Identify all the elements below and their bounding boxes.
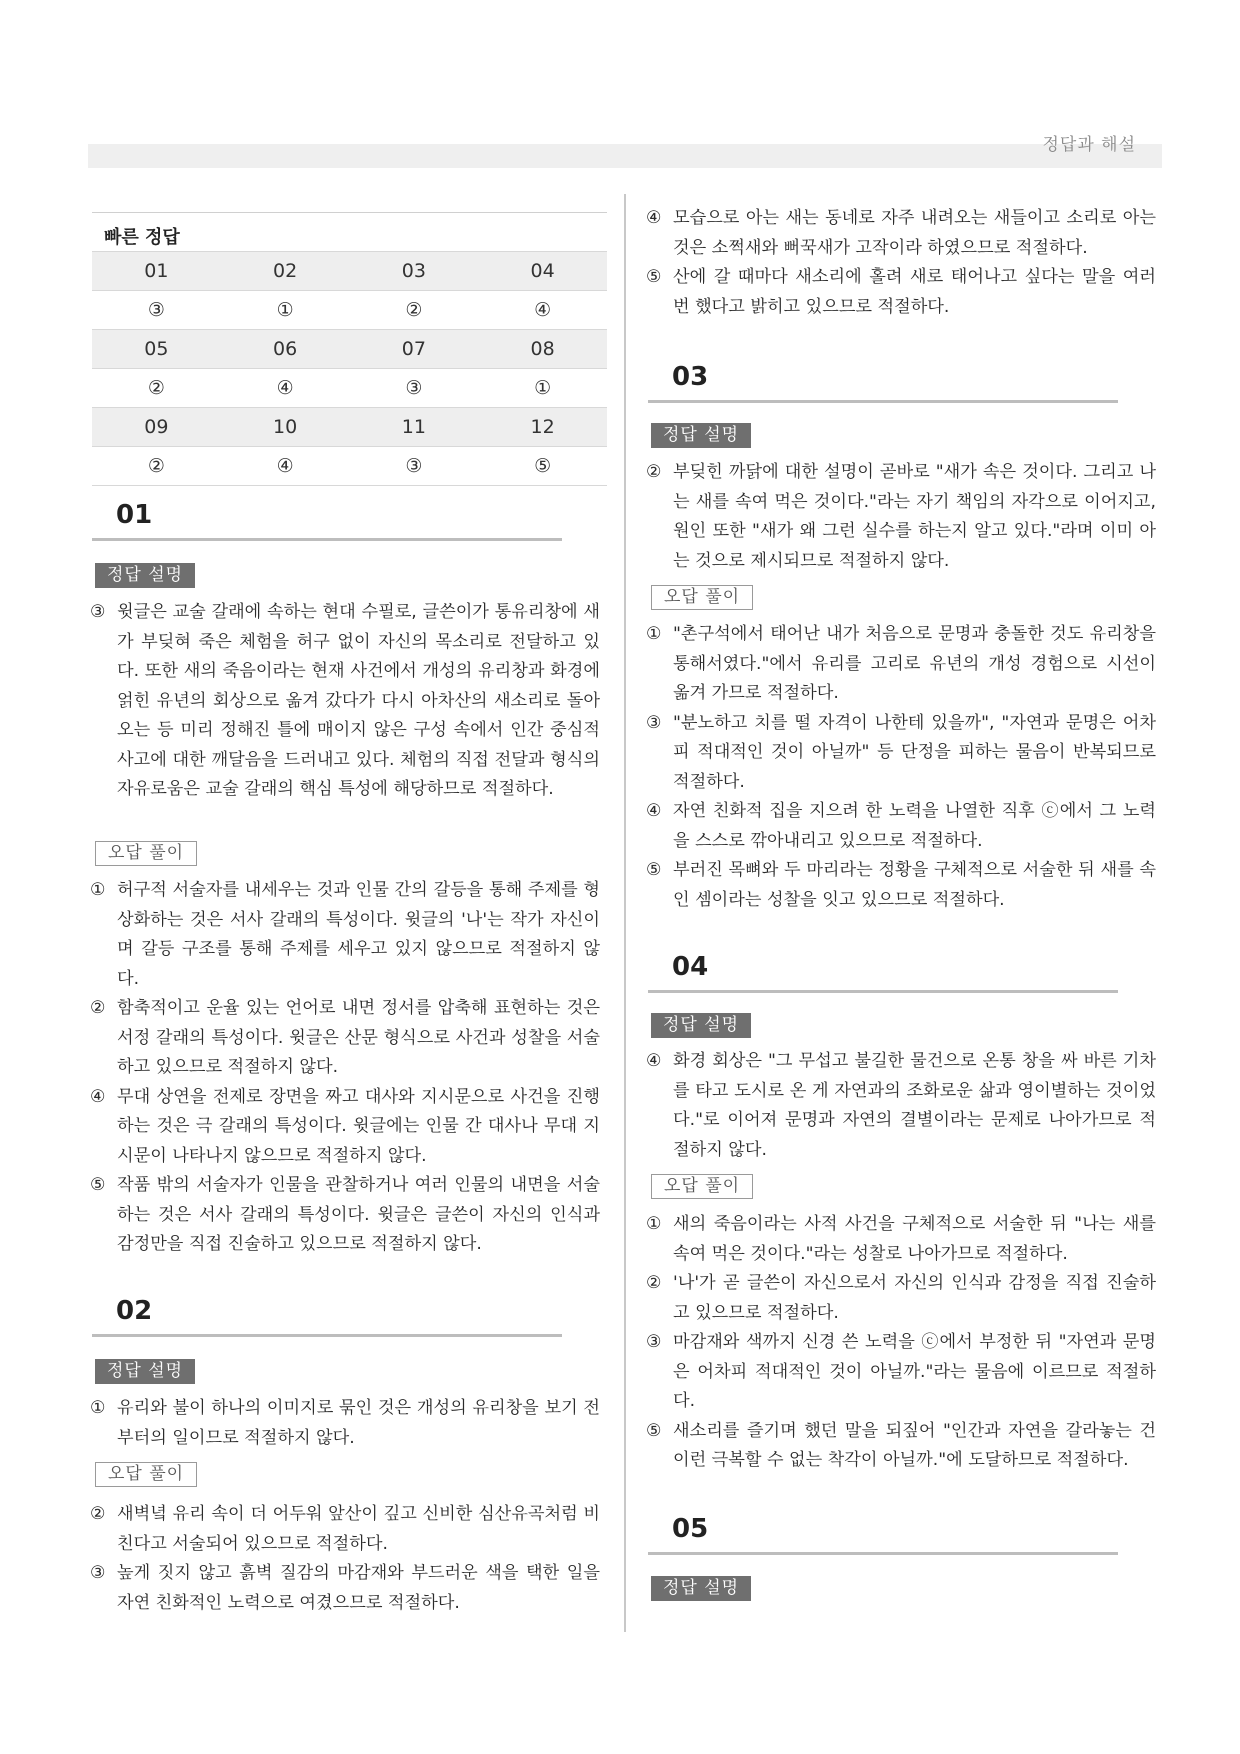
answer-choice: ③ [405, 455, 423, 477]
list-item [646, 458, 1156, 576]
wrong-explanation-tag: 오답 풀이 [95, 841, 197, 866]
list-item [646, 204, 1156, 263]
choice-marker: ① [90, 1398, 106, 1418]
section-heading-03 [648, 362, 1118, 403]
answer-choice: ② [147, 377, 165, 399]
answer-choice: ④ [534, 299, 552, 321]
question-number: 05 [144, 338, 169, 360]
table-row [92, 251, 607, 290]
list-item [90, 598, 600, 805]
choice-marker: ④ [646, 208, 662, 228]
question-number: 08 [530, 338, 555, 360]
table-row [92, 446, 607, 486]
section-number: 03 [672, 362, 709, 392]
answer-choice: ③ [147, 299, 165, 321]
explanation-text: "촌구석에서 태어난 내가 처음으로 문명과 충돌한 것도 유리창을 통해서였다."에서 유리를 고리로 유년의 개성 경험으로 시선이 옮겨 가므로 적절하다. [673, 624, 1156, 703]
header-bar [88, 144, 1162, 168]
table-row [92, 407, 607, 446]
explanation-text: 함축적이고 운율 있는 언어로 내면 정서를 압축해 표현하는 것은 서정 갈래의 특성이다. 윗글은 산문 형식으로 사건과 성찰을 서술하고 있으므로 적절하지 않다. [117, 998, 600, 1077]
list-item [90, 876, 600, 994]
q04-wrong-explanations [646, 1210, 1156, 1476]
list-item [90, 1559, 600, 1618]
q02-wrong-explanations-right [646, 204, 1156, 322]
section-heading-04 [648, 952, 1118, 993]
section-number: 05 [672, 1514, 709, 1544]
explanation-text: "분노하고 치를 떨 자격이 나한테 있을까", "자연과 문명은 어차피 적대적인 것이 아닐까" 등 단정을 피하는 물음이 반복되므로 적절하다. [673, 712, 1156, 792]
answer-choice: ⑤ [534, 455, 552, 477]
q03-correct-explanation [646, 458, 1156, 576]
correct-explanation-tag: 정답 설명 [651, 423, 751, 448]
question-number: 11 [401, 416, 426, 438]
list-item [90, 1083, 600, 1172]
question-number: 09 [144, 416, 169, 438]
table-row [92, 329, 607, 368]
list-item [646, 620, 1156, 709]
q02-correct-explanation [90, 1394, 600, 1453]
explanation-text: 화경 회상은 "그 무섭고 불길한 물건으로 온통 창을 싸 바른 기차를 타고 도시로 온 게 자연과의 조화로운 삶과 영이별하는 것이었다."로 이어져 문명과 자연의 결별이라는 문제로 나아가므로 적절하지 않다. [673, 1051, 1156, 1160]
answer-choice: ④ [276, 377, 294, 399]
list-item [646, 1417, 1156, 1476]
question-number: 04 [530, 260, 555, 282]
explanation-text: 윗글은 교술 갈래에 속하는 현대 수필로, 글쓴이가 통유리창에 새가 부딪혀 죽은 체험을 허구 없이 자신의 목소리로 전달하고 있다. 또한 새의 죽음이라는 현재 사건에서 개성의 유리창과 화경에 얽힌 유년의 회상으로 옮겨 갔다가 다시 아차산의 새소리로 돌아오는 등 미리 정해진 틀에 매이지 않은 구성 속에서 인간 중심적 사고에 대한 깨달음을 드러내고 있다. 체험의 직접 전달과 형식의 자유로움은 교술 갈래의 핵심 특성에 해당하므로 적절하다. [117, 602, 600, 799]
choice-marker: ③ [646, 712, 662, 733]
choice-marker: ⑤ [90, 1175, 106, 1195]
choice-marker: ② [90, 998, 106, 1018]
list-item [646, 1047, 1156, 1165]
answer-choice: ③ [405, 377, 423, 399]
explanation-text: 새소리를 즐기며 했던 말을 되짚어 "인간과 자연을 갈라놓는 건 이런 극복할 수 없는 착각이 아닐까."에 도달하므로 적절하다. [673, 1420, 1156, 1470]
explanation-text: 작품 밖의 서술자가 인물을 관찰하거나 여러 인물의 내면을 서술하는 것은 서사 갈래의 특성이다. 윗글은 글쓴이 자신의 인식과 감정만을 직접 진술하고 있으므로 적절하지 않다. [117, 1175, 600, 1254]
list-item [646, 856, 1156, 915]
section-number: 04 [672, 952, 709, 982]
list-item [646, 1210, 1156, 1269]
correct-explanation-tag: 정답 설명 [95, 563, 195, 588]
q04-correct-explanation [646, 1047, 1156, 1165]
q01-correct-explanation [90, 598, 600, 805]
section-number: 02 [116, 1296, 153, 1326]
explanation-text: 자연 친화적 집을 지으려 한 노력을 나열한 직후 ⓒ에서 그 노력을 스스로 깎아내리고 있으므로 적절하다. [673, 801, 1156, 851]
quick-answers-title: 빠른 정답 [92, 212, 607, 250]
choice-marker: ④ [90, 1086, 106, 1107]
choice-marker: ⑤ [646, 267, 662, 287]
choice-marker: ② [646, 462, 662, 482]
choice-marker: ① [646, 624, 662, 644]
correct-explanation-tag: 정답 설명 [651, 1013, 751, 1038]
answer-choice: ② [405, 299, 423, 321]
question-number: 10 [273, 416, 298, 438]
section-heading-01 [92, 500, 562, 541]
list-item [646, 1269, 1156, 1328]
list-item [646, 797, 1156, 856]
q02-wrong-explanations-left [90, 1500, 600, 1618]
wrong-explanation-tag: 오답 풀이 [95, 1462, 197, 1487]
explanation-text: 허구적 서술자를 내세우는 것과 인물 간의 갈등을 통해 주제를 형상화하는 것은 서사 갈래의 특성이다. 윗글의 '나'는 작가 자신이며 갈등 구조를 통해 주제를 세우고 있지 않으므로 적절하지 않다. [117, 880, 600, 989]
correct-explanation-tag: 정답 설명 [651, 1576, 751, 1601]
explanation-text: 부러진 목뼈와 두 마리라는 정황을 구체적으로 서술한 뒤 새를 속인 셈이라는 성찰을 잇고 있으므로 적절하다. [673, 860, 1156, 910]
q01-wrong-explanations [90, 876, 600, 1260]
question-number: 03 [401, 260, 426, 282]
answer-choice: ① [276, 299, 294, 321]
list-item [646, 709, 1156, 798]
explanation-text: 새의 죽음이라는 사적 사건을 구체적으로 서술한 뒤 "나는 새를 속여 먹은 것이다."라는 성찰로 나아가므로 적절하다. [673, 1214, 1156, 1264]
q03-wrong-explanations [646, 620, 1156, 915]
table-row [92, 290, 607, 329]
list-item [90, 1394, 600, 1453]
explanation-text: 산에 갈 때마다 새소리에 홀려 새로 태어나고 싶다는 말을 여러 번 했다고 밝히고 있으므로 적절하다. [673, 267, 1156, 317]
choice-marker: ① [646, 1214, 662, 1234]
explanation-text: 무대 상연을 전제로 장면을 짜고 대사와 지시문으로 사건을 진행하는 것은 극 갈래의 특성이다. 윗글에는 인물 간 대사나 무대 지시문이 나타나지 않으므로 적절하지 않다. [117, 1086, 600, 1166]
answer-choice: ② [147, 455, 165, 477]
answer-choice: ① [534, 377, 552, 399]
explanation-text: 부딪힌 까닭에 대한 설명이 곧바로 "새가 속은 것이다. 그리고 나는 새를 속여 먹은 것이다."라는 자기 책임의 자각으로 이어지고, 원인 또한 "새가 왜 그런 실수를 하는지 알고 있다."라며 이미 아는 것으로 제시되므로 적절하지 않다. [673, 462, 1156, 571]
column-divider [624, 194, 626, 1632]
section-heading-02 [92, 1296, 562, 1337]
choice-marker: ③ [646, 1332, 662, 1352]
explanation-text: 새벽녘 유리 속이 더 어두워 앞산이 깊고 신비한 심산유곡처럼 비친다고 서술되어 있으므로 적절하다. [117, 1504, 600, 1554]
list-item [90, 994, 600, 1083]
question-number: 02 [273, 260, 298, 282]
choice-marker: ③ [90, 602, 106, 622]
explanation-text: 유리와 불이 하나의 이미지로 묶인 것은 개성의 유리창을 보기 전부터의 일이므로 적절하지 않다. [117, 1398, 600, 1448]
question-number: 06 [273, 338, 298, 360]
correct-explanation-tag: 정답 설명 [95, 1359, 195, 1384]
wrong-explanation-tag: 오답 풀이 [651, 585, 753, 610]
question-number: 01 [144, 260, 169, 282]
section-number: 01 [116, 500, 153, 530]
explanation-text: 마감재와 색까지 신경 쓴 노력을 ⓒ에서 부정한 뒤 "자연과 문명은 어차피 적대적인 것이 아닐까."라는 물음에 이르므로 적절하다. [673, 1332, 1156, 1411]
explanation-text: 모습으로 아는 새는 동네로 자주 내려오는 새들이고 소리로 아는 것은 소쩍새와 뻐꾹새가 고작이라 하였으므로 적절하다. [673, 208, 1156, 258]
question-number: 07 [401, 338, 426, 360]
list-item [646, 1328, 1156, 1417]
choice-marker: ② [90, 1504, 106, 1524]
choice-marker: ⑤ [646, 1420, 662, 1441]
page-header-label: 정답과 해설 [1042, 135, 1136, 155]
choice-marker: ④ [646, 1051, 662, 1071]
choice-marker: ③ [90, 1563, 106, 1583]
explanation-text: 높게 짓지 않고 흙벽 질감의 마감재와 부드러운 색을 택한 일을 자연 친화적인 노력으로 여겼으므로 적절하다. [117, 1563, 600, 1613]
quick-answers-table [92, 251, 607, 486]
choice-marker: ④ [646, 801, 662, 821]
choice-marker: ⑤ [646, 860, 662, 880]
choice-marker: ① [90, 880, 106, 900]
list-item [646, 263, 1156, 322]
question-number: 12 [530, 416, 555, 438]
table-row [92, 368, 607, 407]
list-item [90, 1500, 600, 1559]
answer-choice: ④ [276, 455, 294, 477]
list-item [90, 1171, 600, 1260]
wrong-explanation-tag: 오답 풀이 [651, 1174, 753, 1199]
explanation-text: '나'가 곧 글쓴이 자신으로서 자신의 인식과 감정을 직접 진술하고 있으므로 적절하다. [673, 1273, 1156, 1323]
choice-marker: ② [646, 1273, 662, 1293]
section-heading-05 [648, 1514, 1118, 1555]
